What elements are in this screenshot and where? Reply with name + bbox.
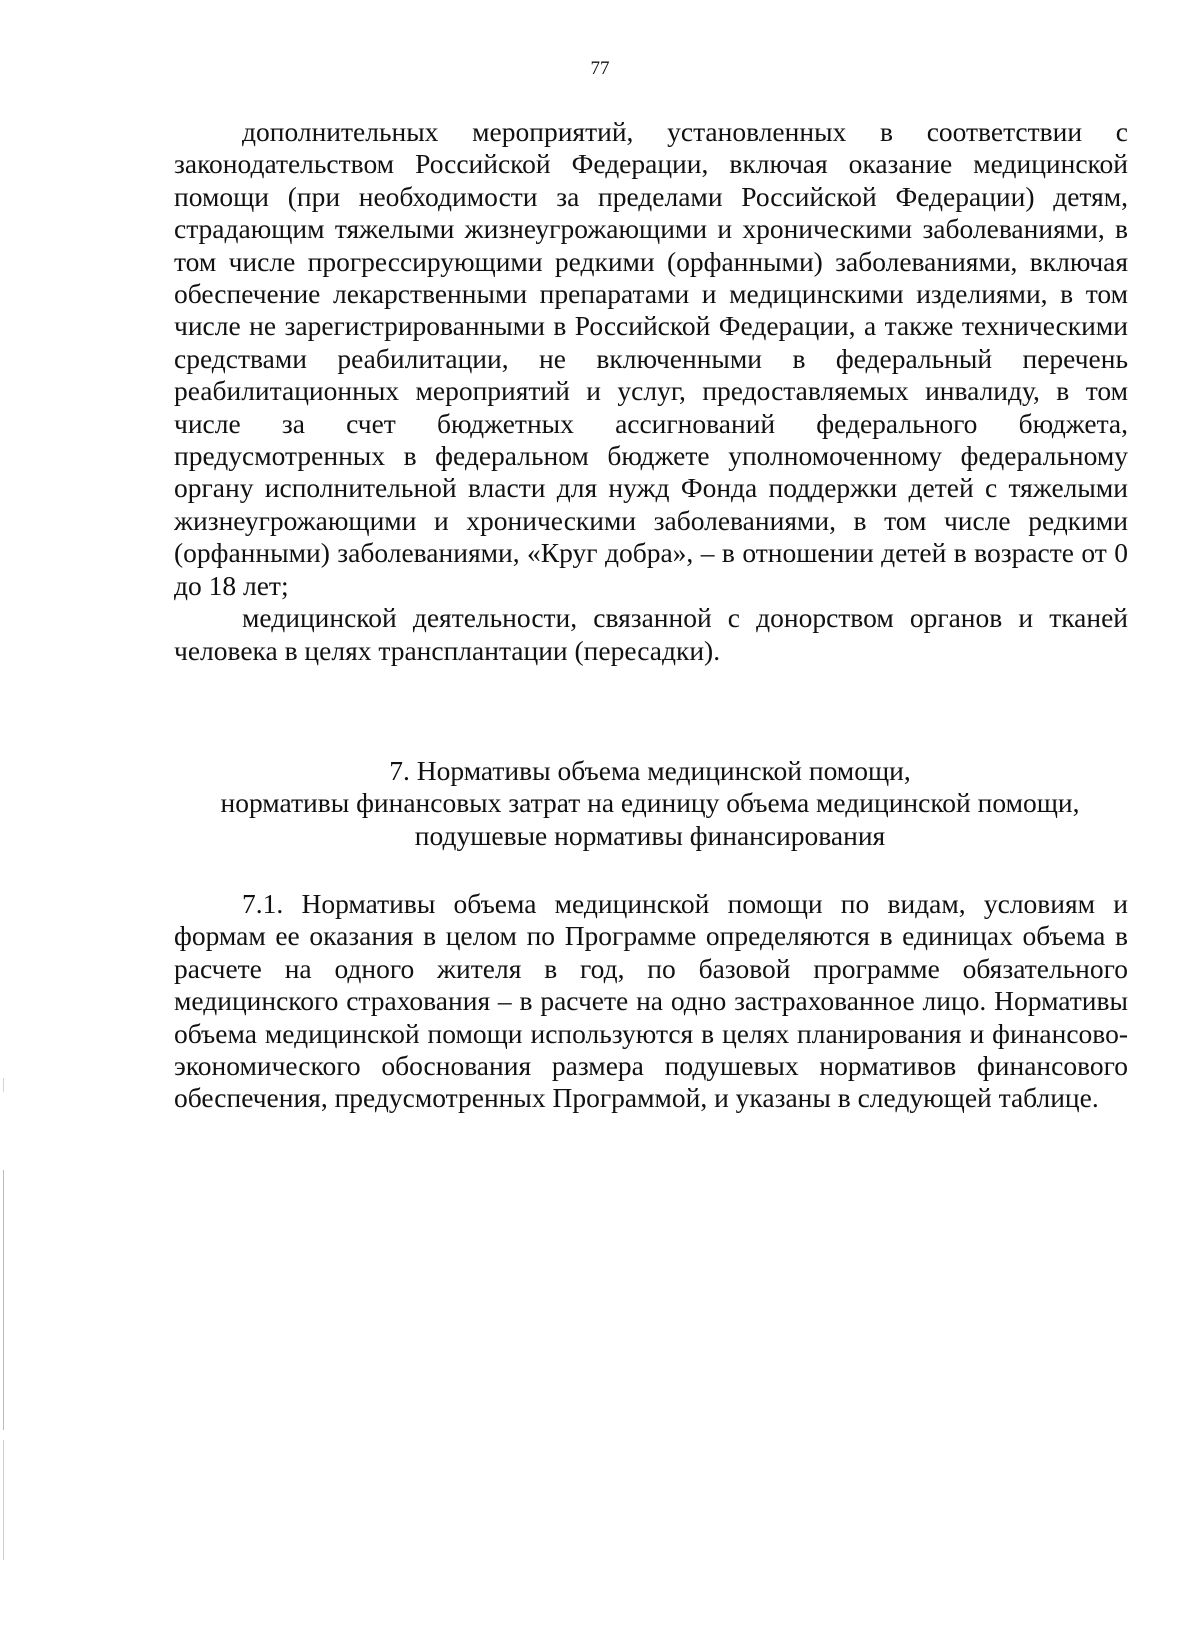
scan-edge-mark [3, 1170, 4, 1430]
scan-edge-mark [3, 1440, 4, 1560]
section-heading [150, 755, 1150, 852]
paragraph-additional-measures: дополнительных мероприятий, установленных в соответствии с законодательством Российской Федерации, включая оказание медицинской помощи (при необходимости за пределами Российской Федерации) детям, страдающим тяжелыми жизнеугрожающими и хроническими заболеваниями, в том числе прогрессирующими редкими (орфанными) заболеваниями, включая обеспечение лекарственными препаратами и медицинскими изделиями, в том числе не зарегистрированными в Российской Федерации, а также техническими средствами реабилитации, не включенными в федеральный перечень реабилитационных мероприятий и услуг, предоставляемых инвалиду, в том числе за счет бюджетных ассигнований федерального бюджета, предусмотренных в федеральном бюджете уполномоченному федеральному органу исполнительной власти для нужд Фонда поддержки детей с тяжелыми жизнеугрожающими и хроническими заболеваниями, в том числе редкими (орфанными) заболеваниями, «Круг добра», – в отношении детей в возрасте от 0 до 18 лет; [174, 116, 1128, 601]
paragraph-donorship: медицинской деятельности, связанной с донорством органов и тканей человека в целях трансплантации (пересадки). [174, 602, 1128, 666]
section-heading-line-2: нормативы финансовых затрат на единицу объема медицинской помощи, [220, 787, 1080, 819]
paragraph-7-1: 7.1. Нормативы объема медицинской помощи по видам, условиям и формам ее оказания в целом по Программе определяются в единицах объема в расчете на одного жителя в год, по базовой программе обязательного медицинского страхования – в расчете на одно застрахованное лицо. Нормативы объема медицинской помощи используются в целях планирования и финансово-экономического обоснования размера подушевых нормативов финансового обеспечения, предусмотренных Программой, и указаны в следующей таблице. [174, 888, 1128, 1114]
text-block-bottom [174, 888, 1128, 1115]
page-number: 77 [590, 58, 610, 79]
text-block-top [174, 116, 1128, 667]
section-heading-line-1: 7. Нормативы объема медицинской помощи, [389, 755, 911, 786]
scan-edge-mark [3, 1078, 4, 1092]
section-heading-line-3: подушевые нормативы финансирования [414, 819, 886, 851]
